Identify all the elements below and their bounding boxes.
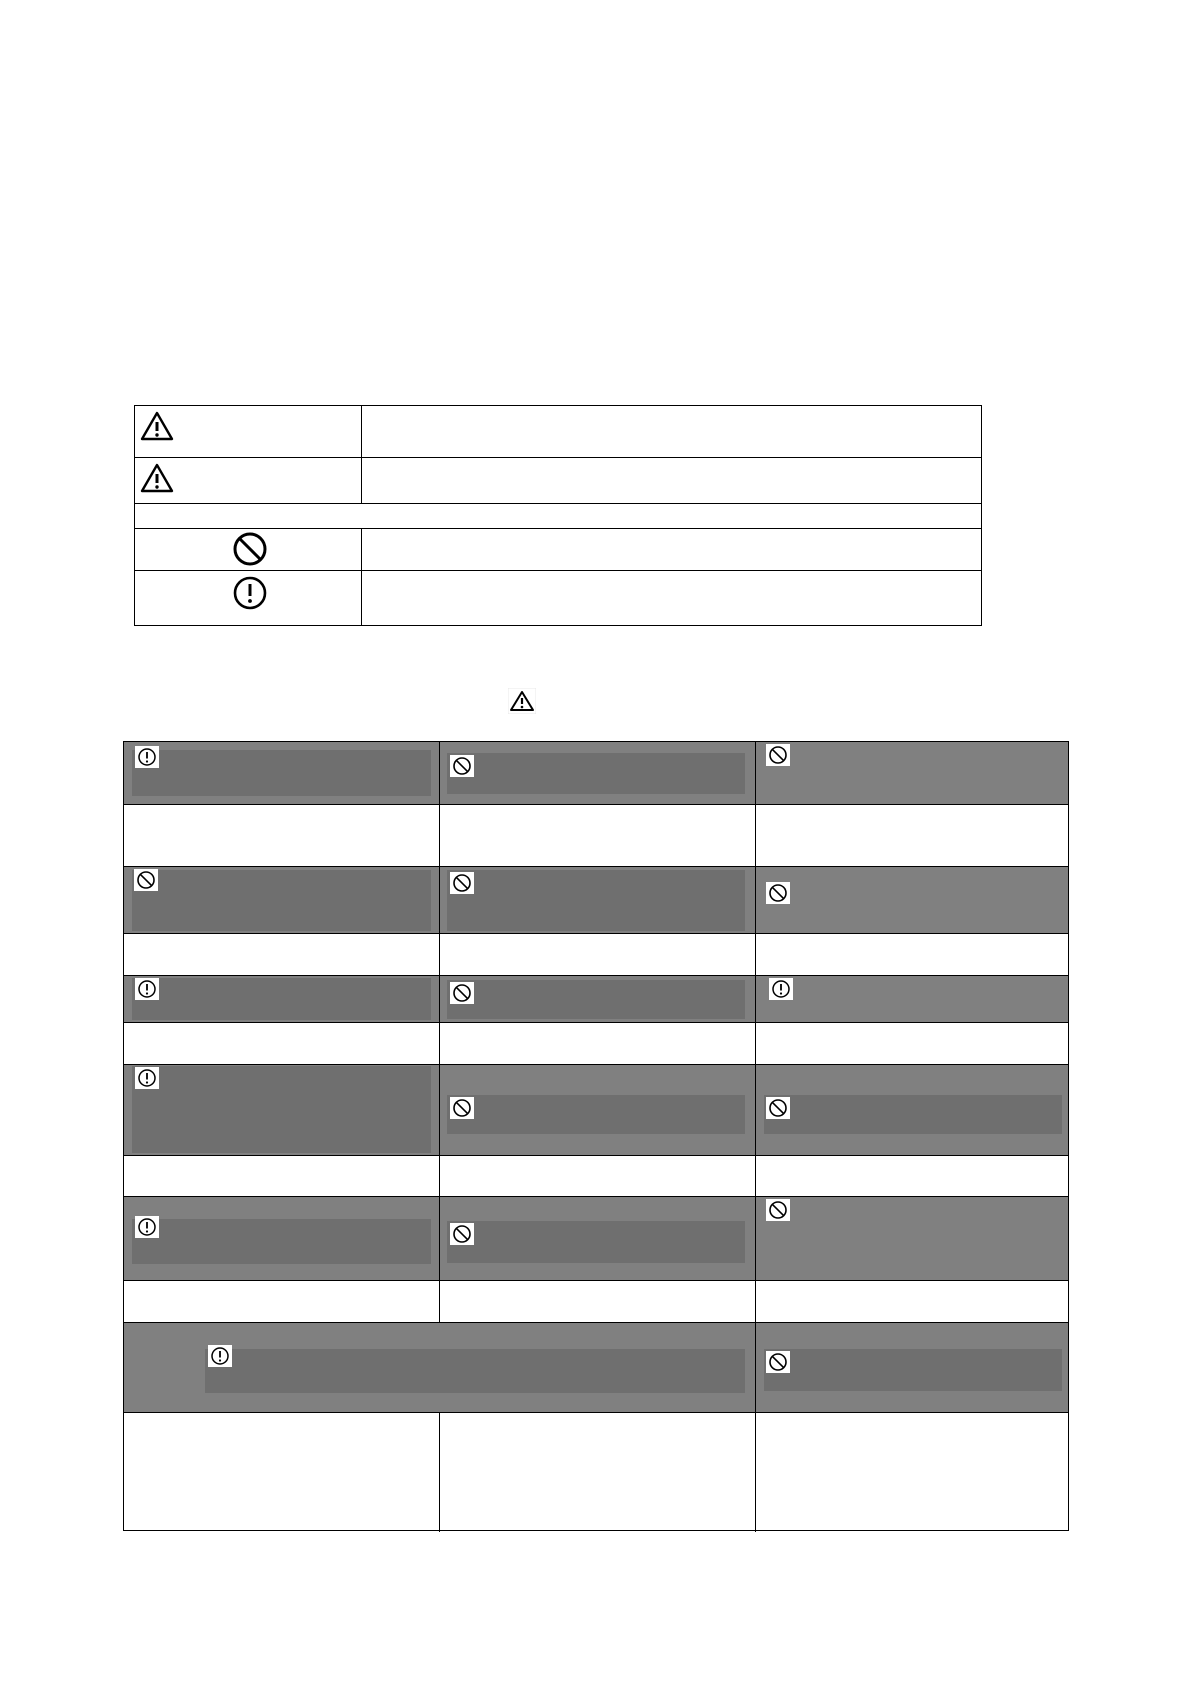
prohibition-icon [231, 530, 269, 568]
grid-cell-panel [764, 1349, 1062, 1391]
prohibition-icon [134, 869, 158, 891]
grid-cell-panel [205, 1349, 745, 1393]
prohibition-icon [450, 755, 474, 777]
prohibition-icon [766, 882, 790, 904]
grid-cell-panel [132, 750, 431, 796]
exclamation-circle-icon [135, 978, 159, 1000]
exclamation-circle-icon [769, 978, 793, 1000]
exclamation-circle-icon [135, 1216, 159, 1238]
legend-row-divider [135, 570, 981, 571]
prohibition-icon [766, 1097, 790, 1119]
grid-cell-panel [132, 978, 431, 1020]
legend-column-divider [361, 528, 362, 626]
prohibition-icon [766, 1199, 790, 1221]
prohibition-icon [450, 982, 474, 1004]
grid-cell-panel [447, 980, 745, 1019]
grid-row-divider [124, 1196, 1068, 1197]
grid-row-divider [124, 933, 1068, 934]
exclamation-circle-icon [135, 1067, 159, 1089]
exclamation-circle-icon [231, 574, 269, 612]
prohibition-icon [766, 744, 790, 766]
grid-row-divider [124, 1064, 1068, 1065]
grid-cell-panel [764, 1095, 1062, 1134]
legend-row-divider [135, 528, 981, 529]
grid-column-divider [439, 1412, 440, 1532]
grid-cell-panel [447, 870, 745, 931]
exclamation-circle-icon [208, 1345, 232, 1367]
grid-row-divider [124, 1155, 1068, 1156]
grid-row-divider [124, 866, 1068, 867]
grid-cell-panel [132, 870, 431, 931]
prohibition-icon [450, 872, 474, 894]
legend-row-divider [135, 503, 981, 504]
exclamation-circle-icon [135, 746, 159, 768]
grid-row-divider [124, 804, 1068, 805]
prohibition-icon [766, 1351, 790, 1373]
prohibition-icon [450, 1223, 474, 1245]
legend-column-divider [361, 406, 362, 503]
grid-row-divider [124, 1022, 1068, 1023]
grid-column-divider [439, 742, 440, 1322]
grid-cell-panel [447, 753, 745, 794]
symbol-legend-table [134, 405, 982, 626]
grid-row-divider [124, 1412, 1068, 1413]
caution-icon [139, 461, 175, 495]
warning-icon [139, 409, 175, 443]
safety-precautions-grid [123, 741, 1069, 1531]
grid-cell-panel [132, 1219, 431, 1264]
caution-marker-icon [508, 688, 536, 714]
grid-row-divider [124, 1322, 1068, 1323]
prohibition-icon [450, 1097, 474, 1119]
grid-cell-panel [447, 1221, 745, 1263]
grid-row-divider [124, 1280, 1068, 1281]
grid-row-divider [124, 975, 1068, 976]
grid-column-divider [755, 742, 756, 1532]
grid-cell-panel [447, 1095, 745, 1134]
legend-row-divider [135, 457, 981, 458]
grid-cell-panel [132, 1066, 431, 1153]
